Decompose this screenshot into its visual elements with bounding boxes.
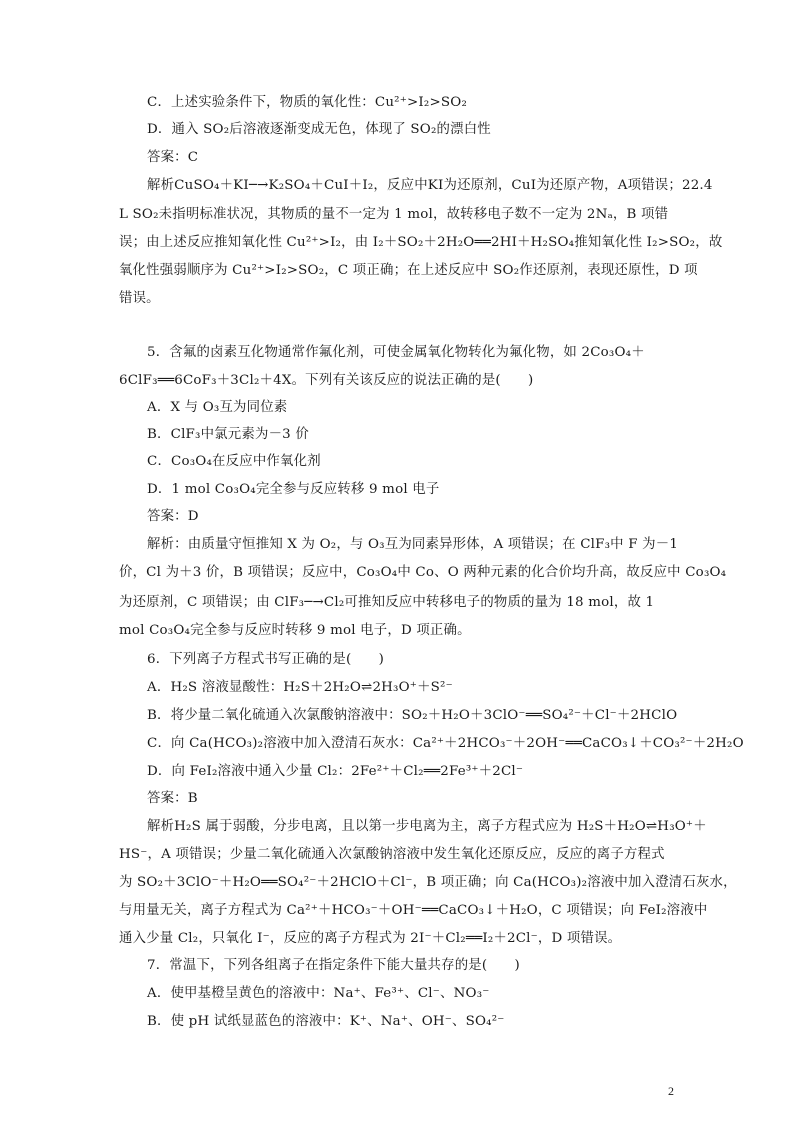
analysis-line: 与用量无关，离子方程式为 Ca²⁺＋HCO₃⁻＋OH⁻══CaCO₃↓＋H₂O，C 项错误；向 FeI₂溶液中 bbox=[119, 903, 708, 918]
analysis-line: 误；由上述反应推知氧化性 Cu²⁺>I₂，由 I₂＋SO₂＋2H₂O══2HI＋H₂SO₄推知氧化性 I₂>SO₂，故 bbox=[119, 235, 723, 250]
analysis-line: 价，Cl 为＋3 价，B 项错误；反应中，Co₃O₄中 Co、O 两种元素的化合价均升高，故反应中 Co₃O₄ bbox=[119, 565, 727, 580]
analysis-line: HS⁻，A 项错误；少量二氧化硫通入次氯酸钠溶液中发生氧化还原反应，反应的离子方程式 bbox=[119, 847, 665, 862]
question-7-stem: 7．常温下，下列各组离子在指定条件下能大量共存的是( ) bbox=[147, 958, 520, 973]
option-b-line: B．使 pH 试纸显蓝色的溶液中：K⁺、Na⁺、OH⁻、SO₄²⁻ bbox=[147, 1014, 505, 1029]
option-c-line: C．向 Ca(HCO₃)₂溶液中加入澄清石灰水：Ca²⁺＋2HCO₃⁻＋2OH⁻══CaCO₃↓＋CO₃²⁻＋2H₂O bbox=[147, 736, 744, 751]
analysis-line: 为还原剂，C 项错误；由 ClF₃─→Cl₂可推知反应中转移电子的物质的量为 18 mol，故 1 bbox=[119, 595, 655, 610]
answer-line: 答案：C bbox=[147, 150, 199, 165]
answer-line: 答案：D bbox=[147, 509, 199, 524]
option-d-line: D．1 mol Co₃O₄完全参与反应转移 9 mol 电子 bbox=[147, 482, 440, 497]
option-d-line: D．向 FeI₂溶液中通入少量 Cl₂：2Fe²⁺＋Cl₂══2Fe³⁺＋2Cl⁻ bbox=[147, 764, 524, 779]
analysis-line: L SO₂未指明标准状况，其物质的量不一定为 1 mol，故转移电子数不一定为 2Nₐ，B 项错 bbox=[119, 207, 669, 222]
page-number: 2 bbox=[668, 1084, 674, 1098]
analysis-line: 为 SO₂＋3ClO⁻＋H₂O══SO₄²⁻＋2HClO＋Cl⁻，B 项正确；向 Ca(HCO₃)₂溶液中加入澄清石灰水， bbox=[119, 875, 737, 890]
option-b-line: B．ClF₃中氯元素为－3 价 bbox=[147, 427, 309, 442]
analysis-line: mol Co₃O₄完全参与反应时转移 9 mol 电子，D 项正确。 bbox=[119, 623, 471, 638]
answer-line: 答案：B bbox=[147, 791, 198, 806]
question-6-stem: 6．下列离子方程式书写正确的是( ) bbox=[147, 652, 385, 667]
analysis-line: 通入少量 Cl₂，只氧化 I⁻，反应的离子方程式为 2I⁻＋Cl₂══I₂＋2Cl⁻，D 项错误。 bbox=[119, 931, 622, 946]
analysis-line: 氧化性强弱顺序为 Cu²⁺>I₂>SO₂，C 项正确；在上述反应中 SO₂作还原剂，表现还原性，D 项 bbox=[119, 263, 698, 278]
analysis-line: 解析H₂S 属于弱酸，分步电离，且以第一步电离为主，离子方程式应为 H₂S＋H₂O⇌H₃O⁺＋ bbox=[147, 819, 707, 834]
option-d-line: D．通入 SO₂后溶液逐渐变成无色，体现了 SO₂的漂白性 bbox=[147, 122, 491, 137]
option-c-line: C．Co₃O₄在反应中作氧化剂 bbox=[147, 454, 321, 469]
option-c-line: C．上述实验条件下，物质的氧化性：Cu²⁺>I₂>SO₂ bbox=[147, 95, 468, 110]
option-a-line: A．使甲基橙呈黄色的溶液中：Na⁺、Fe³⁺、Cl⁻、NO₃⁻ bbox=[147, 986, 490, 1001]
analysis-line: 错误。 bbox=[119, 291, 160, 306]
question-5-stem: 6ClF₃══6CoF₃＋3Cl₂＋4X。下列有关该反应的说法正确的是( ) bbox=[119, 373, 534, 388]
analysis-line: 解析：由质量守恒推知 X 为 O₂，与 O₃互为同素异形体，A 项错误；在 ClF₃中 F 为－1 bbox=[147, 537, 679, 552]
analysis-line: 解析CuSO₄＋KI─→K₂SO₄＋CuI＋I₂，反应中KI为还原剂，CuI为还原产物，A项错误；22.4 bbox=[147, 178, 713, 193]
option-a-line: A．H₂S 溶液显酸性：H₂S＋2H₂O⇌2H₃O⁺＋S²⁻ bbox=[147, 680, 453, 695]
question-5-stem: 5．含氟的卤素互化物通常作氟化剂，可使金属氧化物转化为氟化物，如 2Co₃O₄＋ bbox=[147, 345, 645, 360]
option-a-line: A．X 与 O₃互为同位素 bbox=[147, 400, 288, 415]
option-b-line: B．将少量二氧化硫通入次氯酸钠溶液中：SO₂＋H₂O＋3ClO⁻══SO₄²⁻＋Cl⁻＋2HClO bbox=[147, 708, 678, 723]
